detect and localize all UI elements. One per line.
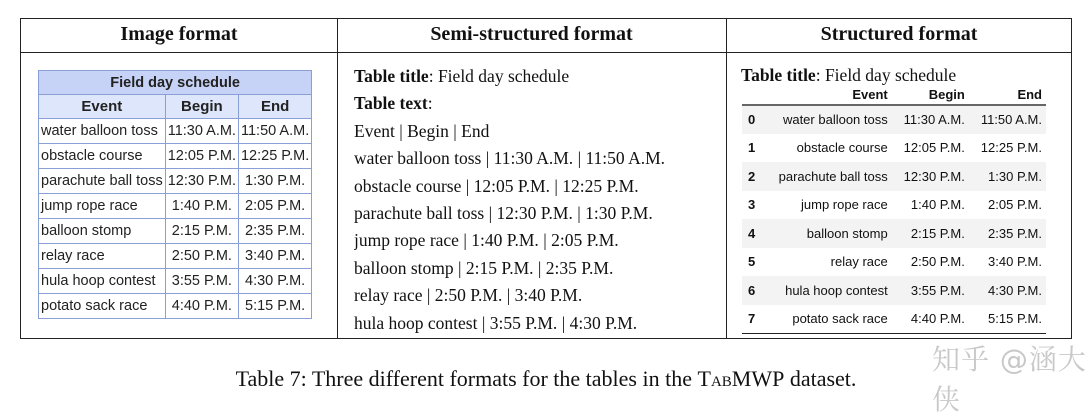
table-cell: 3:55 P.M.: [892, 276, 969, 305]
table-cell: 2:05 P.M.: [988, 197, 1042, 213]
table-cell: potato sack race: [39, 294, 166, 319]
table-cell: 2:15 P.M.: [165, 219, 238, 244]
row-index: 7: [742, 305, 761, 334]
table-row: [742, 162, 1046, 191]
table-cell: jump rope race: [801, 197, 888, 213]
image-format-table: [38, 70, 312, 319]
table-caption: [0, 366, 1092, 392]
table-cell: 1:40 P.M.: [910, 197, 965, 213]
semi-cell: hula hoop contest: [354, 312, 478, 333]
table-cell: 11:50 A.M.: [238, 119, 311, 144]
semi-cell: 3:40 P.M.: [514, 285, 583, 306]
table-cell: obstacle course: [796, 140, 888, 156]
table-cell: balloon stomp: [39, 219, 166, 244]
semi-cell: obstacle course: [354, 175, 462, 196]
semi-text-line: jump rope race | 1:40 P.M. | 2:05 P.M.: [354, 230, 619, 251]
row-index: 2: [742, 162, 761, 191]
table-cell: 12:30 P.M.: [892, 162, 969, 191]
table-cell: 2:50 P.M.: [165, 244, 238, 269]
table-cell: water balloon toss: [761, 105, 892, 134]
table-cell: 11:30 A.M.: [165, 119, 238, 144]
table-cell: 12:05 P.M.: [903, 140, 965, 156]
table-row: [39, 194, 312, 219]
table-cell: 3:40 P.M.: [988, 254, 1042, 270]
row-index: 3: [748, 197, 756, 213]
text-label: Table text: [354, 93, 428, 114]
table-row: [742, 191, 1046, 220]
semi-text-line: water balloon toss | 11:30 A.M. | 11:50 A.M.: [354, 148, 666, 169]
table-cell: relay race: [39, 244, 166, 269]
column-header: Event: [39, 95, 166, 119]
title-label: Table title: [354, 66, 429, 86]
table-row: [742, 219, 1046, 248]
table-row: [742, 105, 1046, 134]
table-cell: jump rope race: [39, 194, 166, 219]
structured-table-title: Table title: Field day schedule: [741, 65, 957, 85]
semi-text-line: parachute ball toss | 12:30 P.M. | 1:30 P.M.: [354, 203, 653, 224]
table-cell: hula hoop contest: [39, 269, 166, 294]
table-row: [39, 219, 312, 244]
table-cell: 3:40 P.M.: [238, 244, 311, 269]
table-cell: 4:30 P.M.: [238, 269, 311, 294]
column-header: Begin: [892, 87, 969, 105]
index-header: [742, 87, 761, 105]
table-row: [39, 144, 312, 169]
semi-cell: relay race: [354, 285, 423, 306]
table-cell: 11:50 A.M.: [969, 105, 1046, 134]
semi-cell: Event: [354, 120, 395, 141]
semi-cell: 11:50 A.M.: [585, 148, 666, 169]
semi-cell: 2:15 P.M.: [465, 257, 534, 278]
table-cell: 3:55 P.M.: [165, 269, 238, 294]
table-cell: 11:30 A.M.: [892, 105, 969, 134]
table-cell: 2:35 P.M.: [238, 219, 311, 244]
title-value: Field day schedule: [824, 65, 957, 85]
semi-cell: 12:05 P.M.: [473, 175, 550, 196]
row-index: 0: [742, 105, 761, 134]
structured-format: [741, 63, 1071, 334]
caption-prefix: Table 7: Three different formats for the tables in the: [235, 366, 698, 391]
column-header: Event: [761, 87, 892, 105]
semi-cell: 2:35 P.M.: [545, 257, 614, 278]
semi-structured-text: [354, 63, 729, 338]
table-cell: 1:30 P.M.: [969, 162, 1046, 191]
table-cell: parachute ball toss: [761, 162, 892, 191]
semi-cell: 2:50 P.M.: [434, 285, 503, 306]
semi-text-line: obstacle course | 12:05 P.M. | 12:25 P.M.: [354, 175, 639, 196]
semi-text-line: Event | Begin | End: [354, 120, 490, 141]
semi-text-line: relay race | 2:50 P.M. | 3:40 P.M.: [354, 285, 583, 306]
semi-text-line: hula hoop contest | 3:55 P.M. | 4:30 P.M.: [354, 312, 638, 333]
column-header: Begin: [165, 95, 238, 119]
title-value: Field day schedule: [437, 66, 570, 86]
formats-table: [20, 18, 1072, 339]
table-cell: obstacle course: [39, 144, 166, 169]
table-cell: 2:15 P.M.: [892, 219, 969, 248]
table-cell: 2:05 P.M.: [238, 194, 311, 219]
header-image-format: Image format: [120, 23, 238, 45]
image-table-title: Field day schedule: [39, 71, 312, 95]
header-semi-structured-format: Semi-structured format: [430, 23, 633, 45]
table-cell: 4:40 P.M.: [165, 294, 238, 319]
semi-cell: parachute ball toss: [354, 203, 485, 224]
table-row: [742, 134, 1046, 163]
semi-cell: balloon stomp: [354, 257, 454, 278]
title-label: Table title: [741, 65, 816, 85]
table-cell: 5:15 P.M.: [969, 305, 1046, 334]
table-row: [742, 248, 1046, 277]
semi-text-label-line: Table text:: [354, 93, 433, 114]
semi-text-line: balloon stomp | 2:15 P.M. | 2:35 P.M.: [354, 257, 614, 278]
table-row: [39, 119, 312, 144]
table-cell: 12:25 P.M.: [980, 140, 1042, 156]
table-row: [742, 276, 1046, 305]
header-divider: [21, 52, 1071, 53]
semi-title-line: Table title: Field day schedule: [354, 66, 570, 86]
semi-cell: 3:55 P.M.: [489, 312, 558, 333]
table-cell: 12:05 P.M.: [165, 144, 238, 169]
table-cell: hula hoop contest: [761, 276, 892, 305]
table-cell: 4:30 P.M.: [969, 276, 1046, 305]
semi-cell: 12:30 P.M.: [496, 203, 573, 224]
table-cell: 2:50 P.M.: [910, 254, 965, 270]
table-cell: parachute ball toss: [39, 169, 166, 194]
column-divider: [337, 19, 338, 338]
caption-suffix: dataset.: [784, 366, 857, 391]
table-cell: 2:35 P.M.: [969, 219, 1046, 248]
table-cell: water balloon toss: [39, 119, 166, 144]
semi-cell: 12:25 P.M.: [562, 175, 639, 196]
watermark: 知乎 @涵大侠: [932, 343, 1087, 416]
row-index: 6: [742, 276, 761, 305]
table-cell: 4:40 P.M.: [892, 305, 969, 334]
table-cell: 1:30 P.M.: [238, 169, 311, 194]
table-row: [39, 169, 312, 194]
semi-cell: jump rope race: [354, 230, 459, 251]
semi-cell: End: [461, 120, 490, 141]
semi-cell: Begin: [407, 120, 449, 141]
table-cell: balloon stomp: [761, 219, 892, 248]
table-cell: 12:30 P.M.: [165, 169, 238, 194]
table-cell: relay race: [830, 254, 888, 270]
semi-cell: 2:05 P.M.: [551, 230, 619, 251]
caption-dataset: TabMWP: [697, 366, 785, 391]
table-cell: 12:25 P.M.: [238, 144, 311, 169]
row-index: 1: [748, 140, 756, 156]
semi-cell: 1:30 P.M.: [585, 203, 653, 224]
semi-cell: water balloon toss: [354, 148, 482, 169]
structured-table: [742, 87, 1046, 334]
header-structured-format: Structured format: [820, 23, 978, 45]
semi-cell: 11:30 A.M.: [493, 148, 574, 169]
row-index: 4: [742, 219, 761, 248]
table-cell: 5:15 P.M.: [238, 294, 311, 319]
semi-cell: 1:40 P.M.: [471, 230, 539, 251]
column-header: End: [238, 95, 311, 119]
semi-cell: 4:30 P.M.: [569, 312, 638, 333]
table-row: [39, 244, 312, 269]
column-header: End: [969, 87, 1046, 105]
table-row: [39, 269, 312, 294]
row-index: 5: [748, 254, 756, 270]
table-cell: 1:40 P.M.: [165, 194, 238, 219]
table-row: [742, 305, 1046, 334]
table-row: [39, 294, 312, 319]
table-cell: potato sack race: [761, 305, 892, 334]
